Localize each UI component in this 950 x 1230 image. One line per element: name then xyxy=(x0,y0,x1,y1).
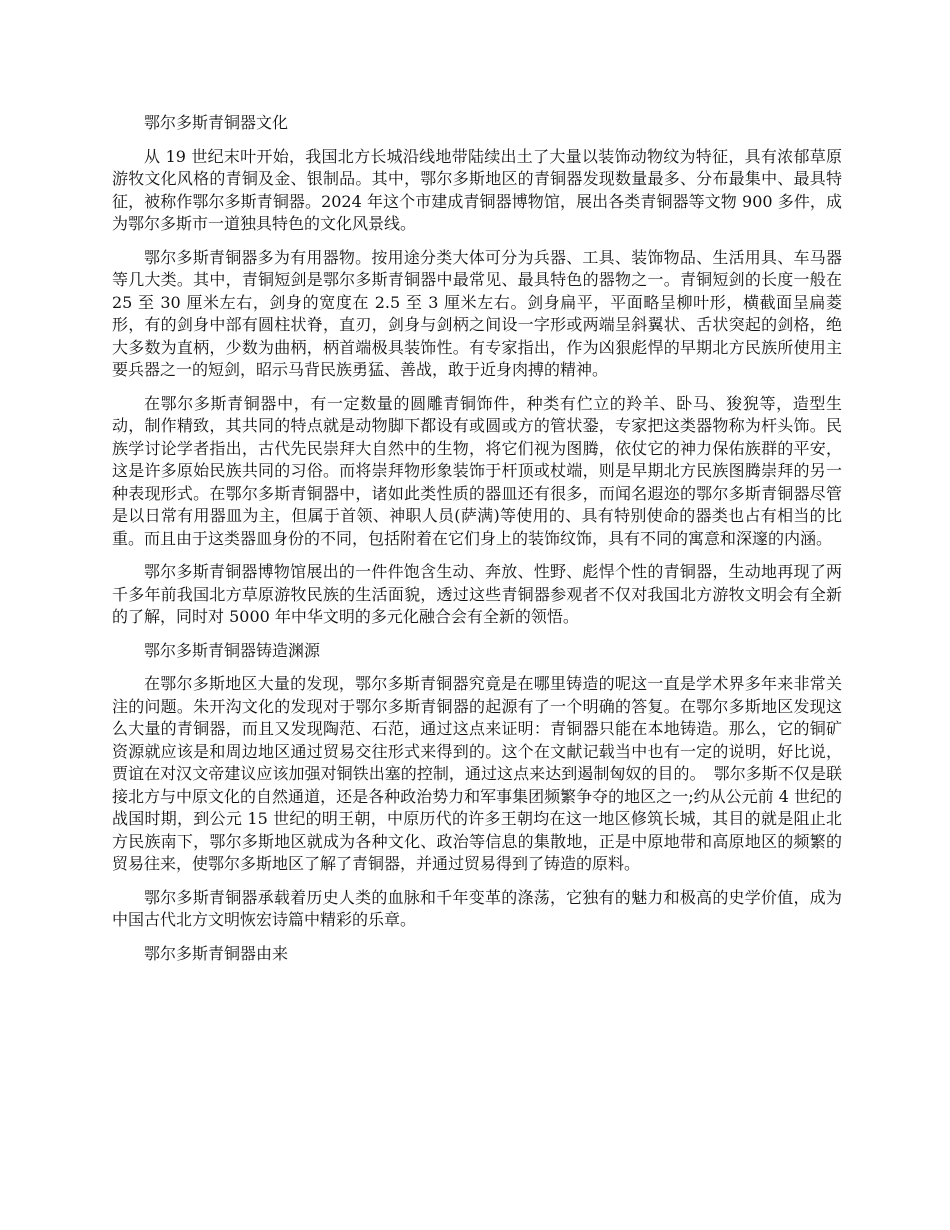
paragraph-casting-origin: 在鄂尔多斯地区大量的发现，鄂尔多斯青铜器究竟是在哪里铸造的呢这一直是学术界多年来非常关注的问题。朱开沟文化的发现对于鄂尔多斯青铜器的起源有了一个明确的答复。在鄂尔多斯地区发现这么大量的青铜器，而且又发现陶范、石范，通过这点来证明：青铜器只能在本地铸造。那么，它的铜矿资源就应该是和周边地区通过贸易交往形式来得到的。这个在文献记载当中也有一定的说明，好比说，贾谊在对汉文帝建议应该加强对铜铁出塞的控制，通过这点来达到遏制匈奴的目的。 鄂尔多斯不仅是联接北方与中原文化的自然通道，还是各种政治势力和军事集团频繁争夺的地区之一;约从公元前 4 世纪的战国时期，到公元 15 世纪的明王朝，中原历代的许多王朝均在这一地区修筑长城，其目的就是阻止北方民族南下，鄂尔多斯地区就成为各种文化、政治等信息的集散地，正是中原地带和高原地区的频繁的贸易往来，使鄂尔多斯地区了解了青铜器，并通过贸易得到了铸造的原料。 xyxy=(112,674,842,873)
paragraph-culture-museum: 鄂尔多斯青铜器博物馆展出的一件件饱含生动、奔放、性野、彪悍个性的青铜器，生动地再现了两千多年前我国北方草原游牧民族的生活面貌，透过这些青铜器参观者不仅对我国北方游牧文明会有全新的了解，同时对 5000 年中华文明的多元化融合会有全新的领悟。 xyxy=(112,562,842,626)
section-heading-culture: 鄂尔多斯青铜器文化 xyxy=(144,113,289,132)
section-heading-casting-origin: 鄂尔多斯青铜器铸造渊源 xyxy=(144,640,321,660)
paragraph-culture-intro: 从 19 世纪末叶开始，我国北方长城沿线地带陆续出土了大量以装饰动物纹为特征，具有浓郁草原游牧文化风格的青铜及金、银制品。其中，鄂尔多斯地区的青铜器发现数量最多、分布最集中、最具特征，被称作鄂尔多斯青铜器。2024 年这个市建成青铜器博物馆，展出各类青铜器等文物 900 多件，成为鄂尔多斯市一道独具特色的文化风景线。 xyxy=(112,146,842,233)
document-page xyxy=(112,112,842,976)
paragraph-casting-value: 鄂尔多斯青铜器承载着历史人类的血脉和千年变革的涤荡，它独有的魅力和极高的史学价值，成为中国古代北方文明恢宏诗篇中精彩的乐章。 xyxy=(112,887,842,929)
section-heading-history: 鄂尔多斯青铜器由来 xyxy=(144,943,289,963)
paragraph-culture-utensils: 鄂尔多斯青铜器多为有用器物。按用途分类大体可分为兵器、工具、装饰物品、生活用具、车马器等几大类。其中，青铜短剑是鄂尔多斯青铜器中最常见、最具特色的器物之一。青铜短剑的长度一般在 25 至 30 厘米左右，剑身的宽度在 2.5 至 3 厘米左右。剑身扁平，平面略呈柳叶形，横截面呈扁菱形，有的剑身中部有圆柱状脊，直刃，剑身与剑柄之间设一字形或两端呈斜翼状、舌状突起的剑格，绝大多数为直柄，少数为曲柄，柄首端极具装饰性。有专家指出，作为凶狠彪悍的早期北方民族所使用主要兵器之一的短剑，昭示马背民族勇猛、善战，敢于近身肉搏的精神。 xyxy=(112,247,842,379)
paragraph-culture-ornaments: 在鄂尔多斯青铜器中，有一定数量的圆雕青铜饰件，种类有伫立的羚羊、卧马、狻猊等，造型生动，制作精致，其共同的特点就是动物脚下都设有或圆或方的管状銎，专家把这类器物称为杆头饰。民族学讨论学者指出，古代先民崇拜大自然中的生物，将它们视为图腾，依仗它的神力保佑族群的平安，这是许多原始民族共同的习俗。而将崇拜物形象装饰于杆顶或杖端，则是早期北方民族图腾崇拜的另一种表现形式。在鄂尔多斯青铜器中，诸如此类性质的器皿还有很多，而闻名遐迩的鄂尔多斯青铜器尽管是以日常有用器皿为主，但属于首领、神职人员(萨满)等使用的、具有特别使命的器类也占有相当的比重。而且由于这类器皿身份的不同，包括附着在它们身上的装饰纹饰，具有不同的寓意和深邃的内涵。 xyxy=(112,393,842,548)
